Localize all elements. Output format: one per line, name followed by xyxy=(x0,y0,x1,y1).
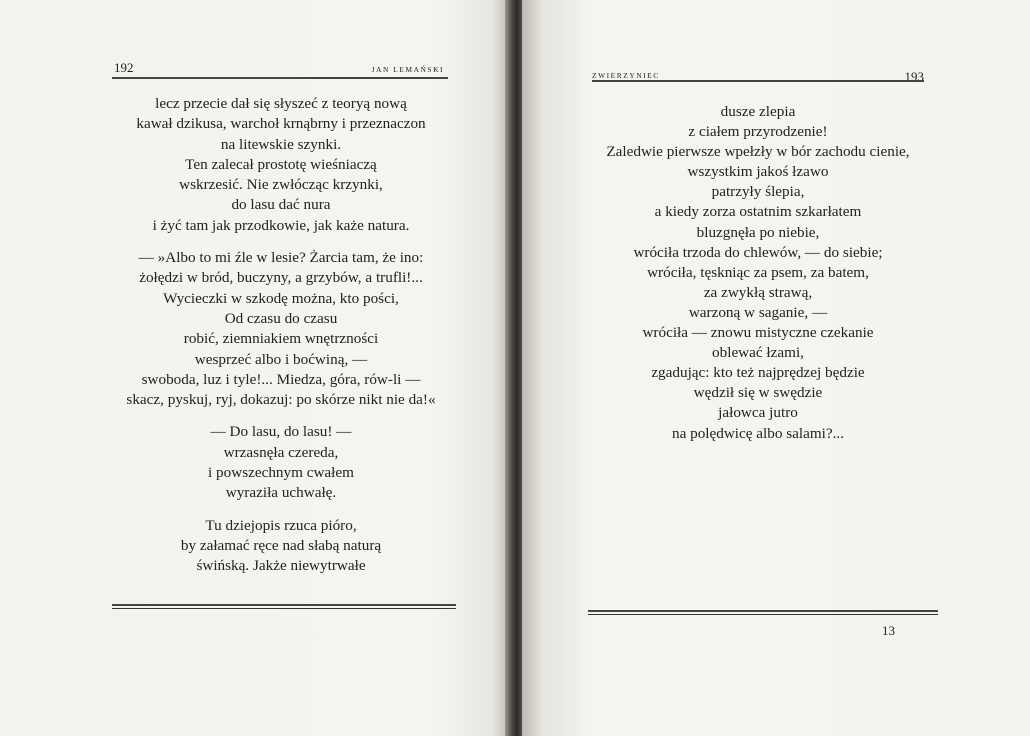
running-head-right: ZWIERZYNIEC xyxy=(592,71,660,80)
poem-line: oblewać łzami, xyxy=(712,344,804,362)
poem-line: — Do lasu, do lasu! — xyxy=(210,423,352,441)
poem-line: warzoną w saganie, — xyxy=(688,303,828,321)
poem-line: kawał dzikusa, warchoł krnąbrny i przeznaczon xyxy=(136,115,426,133)
poem-line: wróciła — znowu mistyczne czekanie xyxy=(642,324,874,342)
poem-line: wesprzeć albo i boćwiną, — xyxy=(194,350,368,368)
poem-line: zgadując: kto też najprędzej będzie xyxy=(651,364,865,382)
poem-line: Wycieczki w szkodę można, kto pości, xyxy=(163,289,399,307)
poem-line: wróciła trzoda do chlewów, — do siebie; xyxy=(633,243,883,261)
poem-line: wskrzesić. Nie zwłócząc krzynki, xyxy=(179,176,383,194)
poem-line: za zwykłą strawą, xyxy=(703,283,813,301)
poem-line: żołędzi w bród, buczyny, a grzybów, a trufli!... xyxy=(139,269,423,287)
poem-line: jałowca jutro xyxy=(718,404,798,422)
poem-line: skacz, pyskuj, ryj, dokazuj: po skórze nikt nie da!« xyxy=(126,391,436,409)
poem-line: Zaledwie pierwsze wpełzły w bór zachodu cienie, xyxy=(606,143,910,161)
footer-rule-left xyxy=(112,604,456,611)
footer-rule-right xyxy=(588,610,938,617)
poem-line: wędził się w swędzie xyxy=(693,384,823,402)
poem-line: patrzyły ślepia, xyxy=(711,183,805,201)
poem-line: — »Albo to mi źle w lesie? Żarcia tam, że ino: xyxy=(138,249,424,267)
left-page xyxy=(0,0,512,736)
poem-line: na litewskie szynki. xyxy=(220,135,342,153)
poem-line: z ciałem przyrodzenie! xyxy=(688,123,828,141)
right-page xyxy=(522,0,1030,736)
poem-line: swoboda, luz i tyle!... Miedza, góra, rów-li — xyxy=(141,370,421,388)
right-page-text xyxy=(588,102,928,444)
poem-line: lecz przecie dał się słyszeć z teoryą nową xyxy=(155,95,407,112)
poem-line: Tu dziejopis rzuca pióro, xyxy=(205,516,357,534)
poem-line: dusze zlepia xyxy=(720,103,796,120)
poem-line: do lasu dać nura xyxy=(231,196,331,214)
poem-line: na polędwicę albo salami?... xyxy=(671,424,845,442)
header-rule-right xyxy=(592,80,924,84)
stanza-break xyxy=(112,504,450,516)
printer-signature-mark: 13 xyxy=(882,623,895,638)
poem-line: by załamać ręce nad słabą naturą xyxy=(180,536,382,554)
header-rule-left xyxy=(112,77,448,81)
poem-line: wyraziła uchwałę. xyxy=(225,484,337,502)
running-head-left: JAN LEMAŃSKI xyxy=(371,65,444,74)
poem-line: wszystkim jakoś łzawo xyxy=(687,163,829,181)
poem-line: świńską. Jakże niewytrwałe xyxy=(196,557,366,575)
stanza-break xyxy=(112,236,450,248)
poem-line: wróciła, tęskniąc za psem, za batem, xyxy=(647,263,869,281)
poem-line: i powszechnym cwałem xyxy=(208,464,354,482)
poem-line: a kiedy zorza ostatnim szkarłatem xyxy=(654,203,862,221)
poem-line: Ten zalecał prostotę wieśniaczą xyxy=(185,155,377,173)
stanza-break xyxy=(112,410,450,422)
poem-line: bluzgnęła po niebie, xyxy=(696,223,820,241)
poem-line: Od czasu do czasu xyxy=(224,309,338,327)
poem-line: wrzasnęła czereda, xyxy=(223,443,339,461)
poem-line: robić, ziemniakiem wnętrzności xyxy=(183,330,379,348)
page-number-right: 193 xyxy=(904,69,924,84)
poem-line: i żyć tam jak przodkowie, jak każe natura. xyxy=(152,216,410,234)
page-number-left: 192 xyxy=(114,60,134,75)
left-page-text xyxy=(112,94,450,577)
